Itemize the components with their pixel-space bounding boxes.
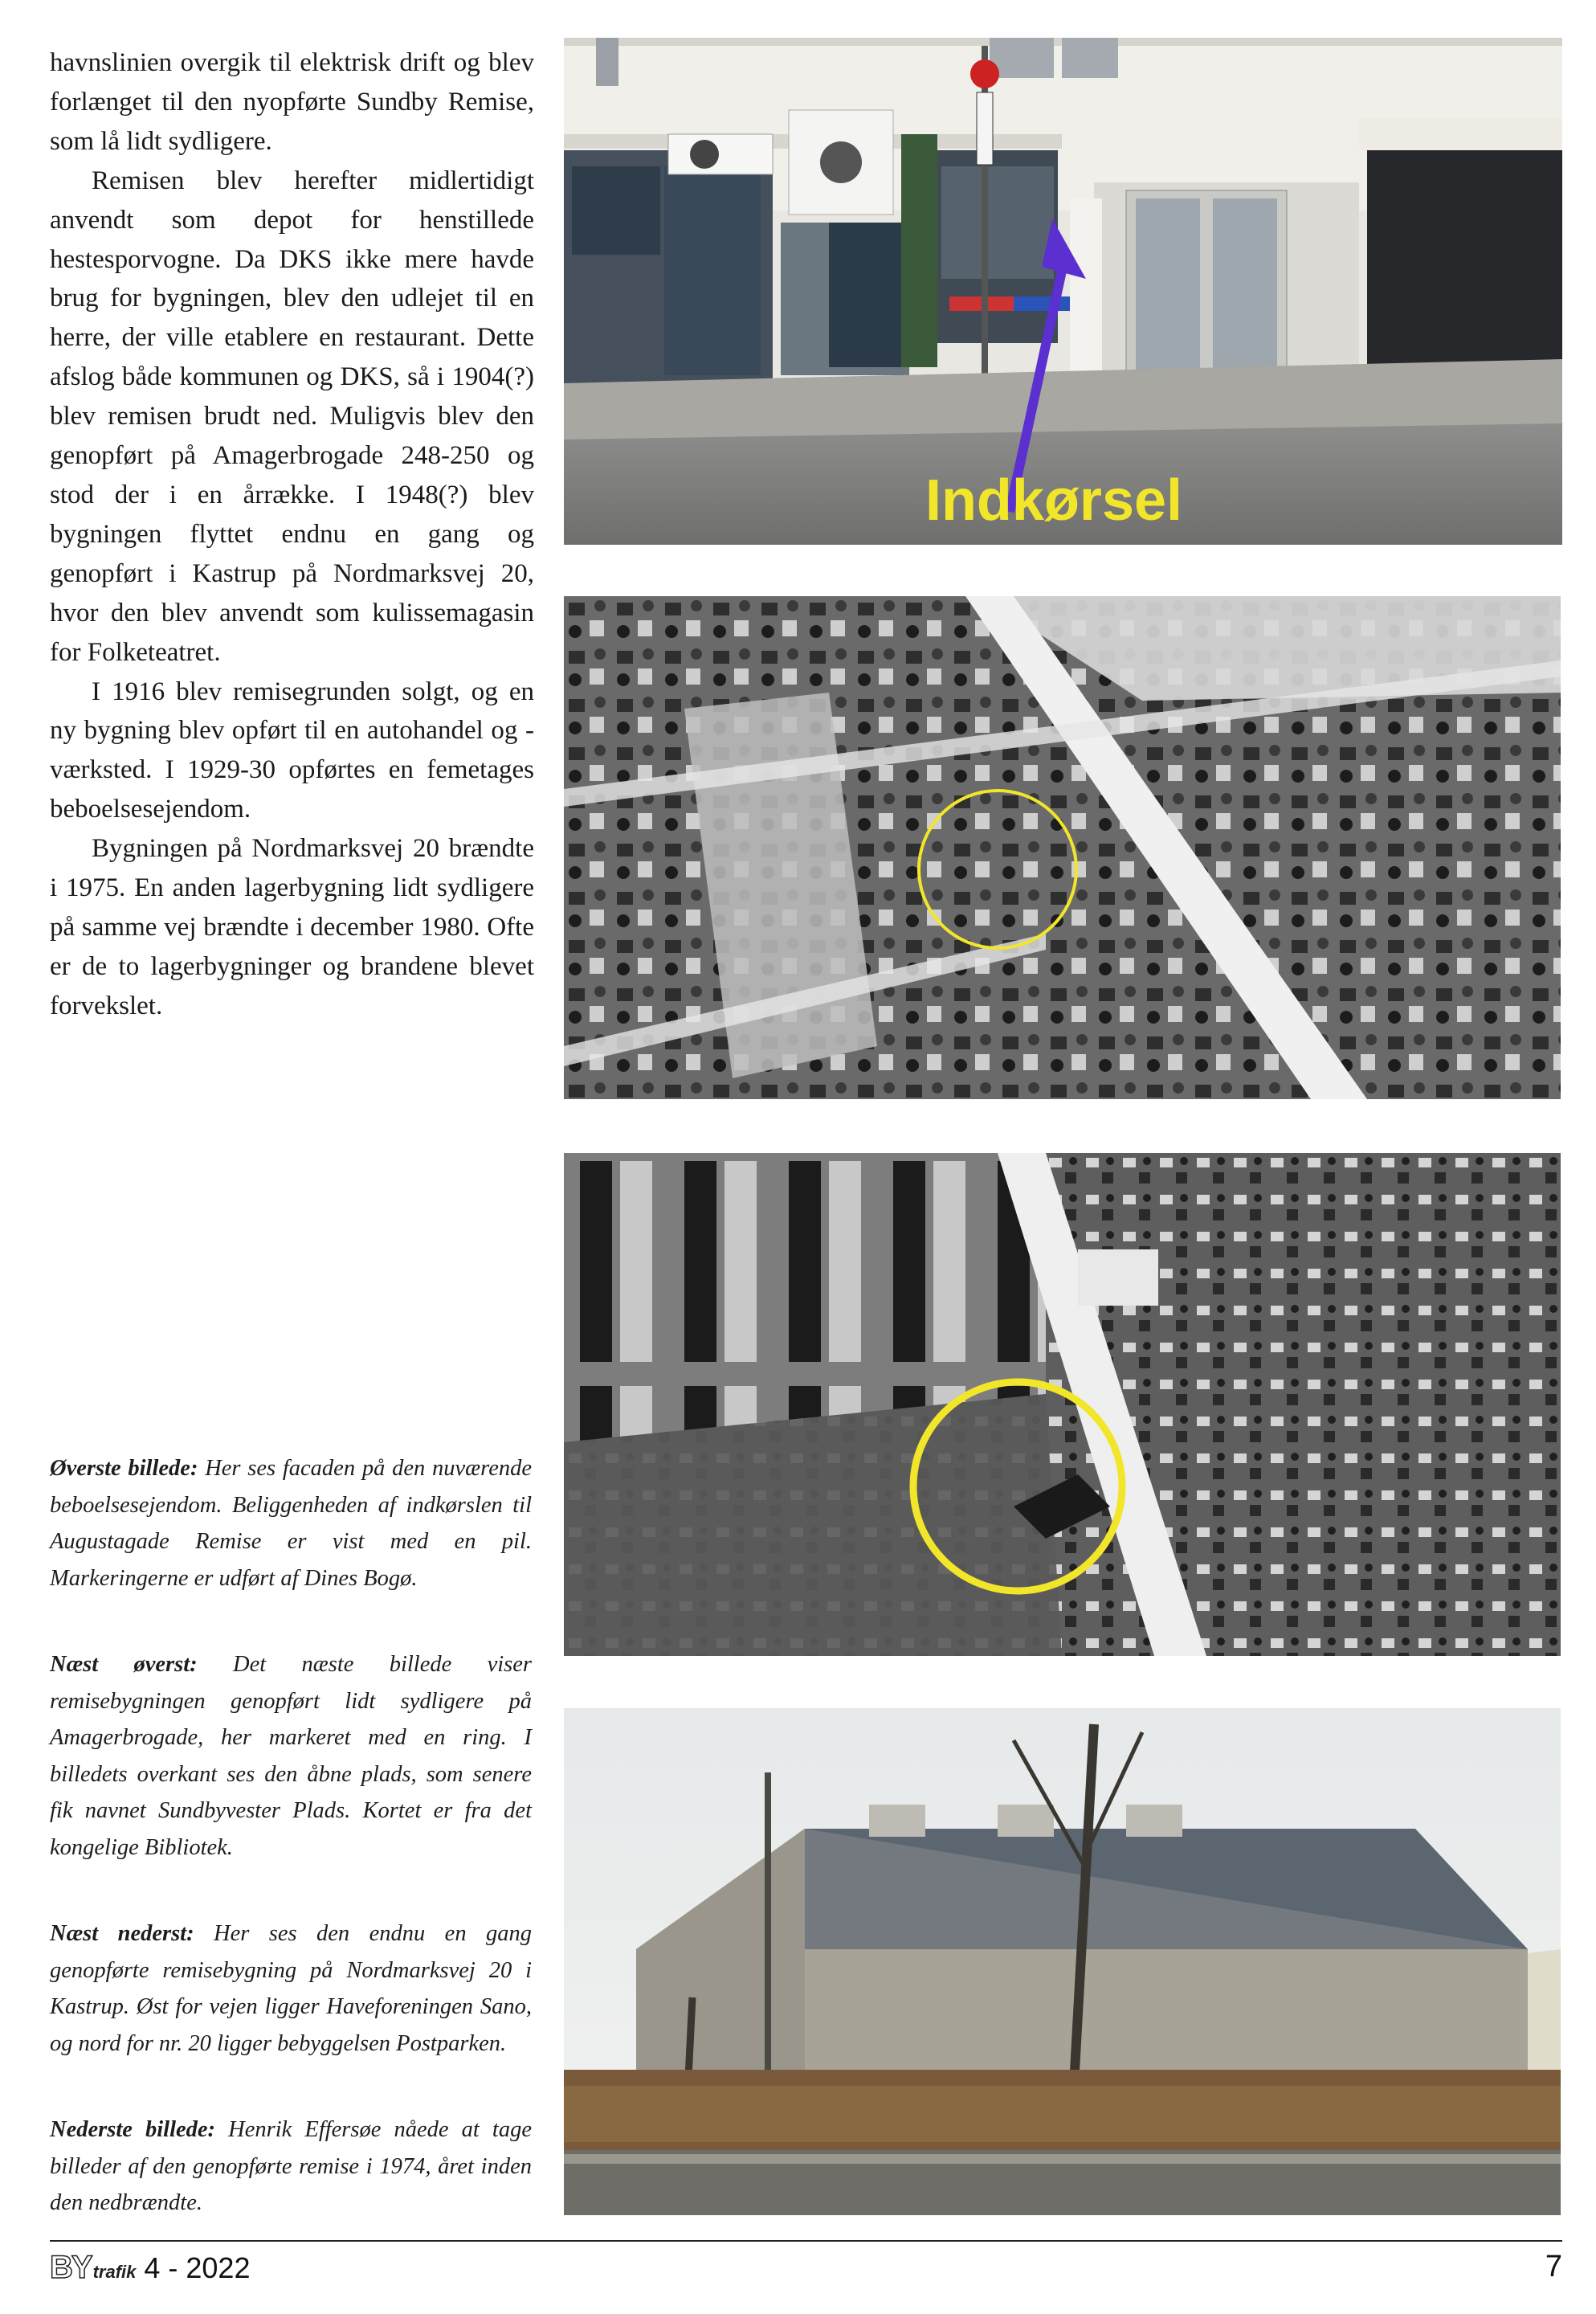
caption-text: Her ses den endnu en gang genopførte remisebygning på Nordmarksvej 20 i Kastrup. Øst for vejen ligger Haveforeningen Sano, og nord for nr. 20 ligger bebyggelsen Postparken. [50,1921,532,2056]
logo-by: BY [50,2250,92,2285]
facade-photo [564,38,1562,545]
paragraph-3: I 1916 blev remisegrunden solgt, og en ny bygning blev opført til en autohandel og -værksted. I 1929-30 opførtes en femetages beboelsesejendom. [50,677,534,824]
warehouse-photo [564,1708,1561,2215]
paragraph-4: Bygningen på Nordmarksvej 20 brændte i 1975. En anden lagerbygning lidt sydligere på samme vej brændte i december 1980. Ofte er de to lagerbygninger og brandene blevet forvekslet. [50,834,534,1020]
bytrafik-logo [50,2250,136,2286]
footer-publication [50,2250,250,2286]
caption-second [50,1646,532,1866]
issue-number: 4 - 2022 [144,2251,251,2284]
caption-text: Henrik Effersøe nåede at tage billeder af den genopførte remise i 1974, året inden den nedbrændte. [50,2117,532,2215]
caption-lead: Nederste billede: [50,2117,216,2142]
caption-lead: Øverste billede: [50,1456,198,1481]
caption-bottom [50,2112,532,2222]
logo-trafik: trafik [92,2262,137,2282]
caption-lead: Næst nederst: [50,1921,194,1946]
aerial-photo-newer [564,1153,1561,1656]
caption-text: Her ses facaden på den nuværende beboelsesejendom. Beliggenheden af indkørslen til Augustagade Remise er vist med en pil. Markeringerne er udført af Dines Bogø. [50,1456,532,1591]
indkorsel-label: Indkørsel [925,468,1183,533]
aerial-photo-older [564,596,1561,1099]
article-body [50,43,534,1026]
caption-lead: Næst øverst: [50,1652,198,1677]
caption-third [50,1915,532,2062]
caption-text: Det næste billede viser remisebygningen genopført lidt sydligere på Amagerbrogade, her markeret med en ring. I billedets overkant ses den åbne plads, som senere fik navnet Sundbyvester Plads. Kortet er fra det kongelige Bibliotek. [50,1652,532,1860]
paragraph-1: havnslinien overgik til elektrisk drift og blev forlænget til den nyopførte Sundby Remise, som lå lidt sydligere. [50,48,534,156]
paragraph-2: Remisen blev herefter midlertidigt anvendt som depot for henstillede hestesporvogne. Da DKS ikke mere havde brug for bygningen, blev den udlejet til en herre, der ville etablere en restaurant. Dette afslog både kommunen og DKS, så i 1904(?) blev remisen brudt ned. Muligvis blev den genopført på Amagerbrogade 248-250 og stod der i en årrække. I 1948(?) blev bygningen flyttet endnu en gang og genopført i Kastrup på Nordmarksvej 20, hvor den blev anvendt som kulissemagasin for Folketeatret. [50,166,534,667]
page-number: 7 [1545,2250,1562,2283]
caption-top [50,1450,532,1596]
photo-captions [50,1450,532,2271]
footer-divider [50,2240,1562,2242]
